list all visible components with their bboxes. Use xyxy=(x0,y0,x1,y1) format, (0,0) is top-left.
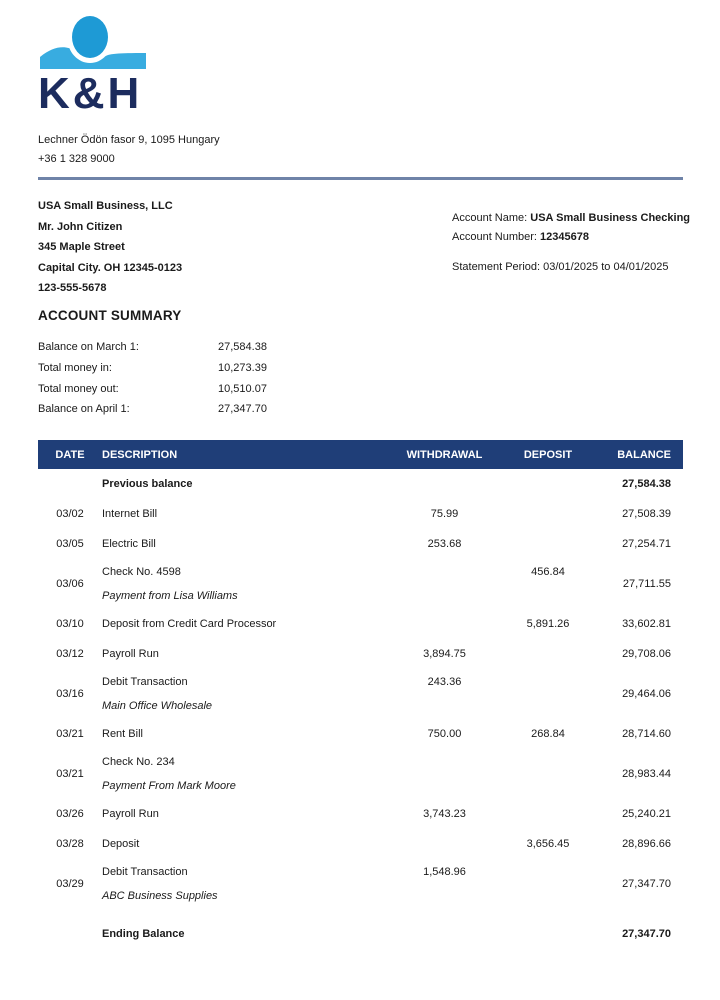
cell-date: 03/16 xyxy=(56,688,84,700)
cell-balance: 25,240.21 xyxy=(622,808,671,820)
header-description: DESCRIPTION xyxy=(102,448,178,461)
cell-date: 03/12 xyxy=(56,648,84,660)
bank-phone: +36 1 328 9000 xyxy=(38,153,115,165)
account-name-row xyxy=(452,209,690,228)
transaction-row xyxy=(38,749,683,799)
description-text: Payroll Run xyxy=(102,648,159,660)
cell-withdrawal: 243.36 xyxy=(427,676,462,688)
description-detail: Main Office Wholesale xyxy=(102,700,213,712)
cell-description xyxy=(102,538,390,550)
cell-date: 03/28 xyxy=(56,838,84,850)
transaction-row xyxy=(38,559,683,609)
transaction-row xyxy=(38,799,683,829)
customer-phone: 123-555-5678 xyxy=(38,282,107,294)
summary-value: 27,584.38 xyxy=(218,341,267,353)
cell-withdrawal: 750.00 xyxy=(427,728,462,740)
kh-bank-logo xyxy=(38,12,158,116)
cell-description xyxy=(102,728,390,740)
ending-balance-label: Ending Balance xyxy=(102,928,185,940)
previous-balance-value: 27,584.38 xyxy=(622,478,671,490)
cell-deposit: 268.84 xyxy=(531,728,565,740)
cell-balance: 28,714.60 xyxy=(622,728,671,740)
cell-withdrawal: 3,894.75 xyxy=(423,648,466,660)
account-number-label: Account Number: xyxy=(452,231,537,243)
description-text: Deposit xyxy=(102,838,140,850)
description-text: Debit Transaction xyxy=(102,676,188,688)
cell-date: 03/05 xyxy=(56,538,84,550)
cell-withdrawal: 1,548.96 xyxy=(423,866,466,878)
customer-name: Mr. John Citizen xyxy=(38,220,123,233)
cell-description xyxy=(102,670,390,718)
cell-description xyxy=(102,648,390,660)
cell-date: 03/02 xyxy=(56,508,84,520)
cell-deposit: 5,891.26 xyxy=(526,618,570,630)
transaction-row xyxy=(38,719,683,749)
customer-street: 345 Maple Street xyxy=(38,241,125,253)
cell-description xyxy=(102,560,390,608)
cell-description xyxy=(102,860,390,908)
header-balance: BALANCE xyxy=(617,448,671,461)
cell-balance: 27,711.55 xyxy=(622,578,671,590)
account-info-block xyxy=(452,209,690,277)
description-text: Debit Transaction xyxy=(102,866,188,878)
statement-period-label: Statement Period: xyxy=(452,261,541,273)
transactions-table xyxy=(38,440,683,949)
summary-label: Balance on March 1: xyxy=(38,341,139,353)
cell-date: 03/21 xyxy=(56,728,84,740)
description-text: Deposit from Credit Card Processor xyxy=(102,618,277,630)
cell-balance: 27,347.70 xyxy=(622,878,671,890)
summary-label: Total money out: xyxy=(38,382,119,395)
cell-date: 03/29 xyxy=(56,878,84,890)
description-detail: Payment From Mark Moore xyxy=(102,780,236,792)
previous-balance-row xyxy=(38,469,683,499)
description-text: Internet Bill xyxy=(102,508,158,520)
customer-company: USA Small Business, LLC xyxy=(38,200,173,212)
summary-row xyxy=(38,399,267,420)
account-number-value: 12345678 xyxy=(540,231,589,243)
header-date: DATE xyxy=(55,448,85,461)
description-detail: Payment from Lisa Williams xyxy=(102,590,238,602)
account-number-row xyxy=(452,228,690,247)
cell-date: 03/06 xyxy=(56,578,84,590)
cell-balance: 28,983.44 xyxy=(622,768,671,780)
description-detail: ABC Business Supplies xyxy=(102,890,218,902)
description-text: Payroll Run xyxy=(102,808,159,820)
cell-withdrawal: 253.68 xyxy=(427,538,462,550)
cell-date: 03/21 xyxy=(56,768,84,780)
cell-withdrawal: 75.99 xyxy=(430,508,459,520)
description-text: Check No. 4598 xyxy=(102,566,181,578)
transaction-rows xyxy=(38,499,683,909)
cell-balance: 27,254.71 xyxy=(622,538,671,550)
transaction-row xyxy=(38,529,683,559)
account-summary-title: ACCOUNT SUMMARY xyxy=(38,308,182,323)
customer-city: Capital City. OH 12345-0123 xyxy=(38,261,183,274)
cell-date: 03/26 xyxy=(56,808,84,820)
summary-row xyxy=(38,358,267,379)
header-withdrawal: WITHDRAWAL xyxy=(406,448,483,461)
transaction-row xyxy=(38,639,683,669)
bank-address-block xyxy=(38,131,220,169)
transaction-row xyxy=(38,829,683,859)
cell-description xyxy=(102,750,390,798)
statement-period-value: 03/01/2025 to 04/01/2025 xyxy=(543,261,669,273)
cell-deposit: 3,656.45 xyxy=(526,838,570,850)
account-summary-table xyxy=(38,337,267,420)
cell-balance: 29,708.06 xyxy=(622,648,671,660)
divider-line xyxy=(38,177,683,180)
transaction-row xyxy=(38,609,683,639)
description-text: Check No. 234 xyxy=(102,756,175,768)
ending-balance-value: 27,347.70 xyxy=(622,928,671,940)
bank-address-line: Lechner Ödön fasor 9, 1095 Hungary xyxy=(38,134,220,146)
cell-deposit: 456.84 xyxy=(531,566,565,578)
cell-balance: 28,896.66 xyxy=(622,838,671,850)
summary-value: 10,510.07 xyxy=(218,382,267,395)
cell-balance: 27,508.39 xyxy=(622,508,671,520)
cell-description xyxy=(102,838,390,850)
cell-balance: 33,602.81 xyxy=(622,618,671,630)
transaction-row xyxy=(38,499,683,529)
ending-balance-row xyxy=(38,919,683,949)
statement-period-row xyxy=(452,258,690,277)
transactions-table-header xyxy=(38,440,683,469)
cell-description xyxy=(102,508,390,520)
description-text: Electric Bill xyxy=(102,538,156,550)
account-name-label: Account Name: xyxy=(452,212,528,224)
cell-description xyxy=(102,808,390,820)
cell-withdrawal: 3,743.23 xyxy=(423,808,466,820)
description-text: Rent Bill xyxy=(102,728,143,740)
kh-logo-text: K&H xyxy=(38,69,143,118)
person-head-icon xyxy=(72,16,108,58)
cell-balance: 29,464.06 xyxy=(622,688,671,700)
header-deposit: DEPOSIT xyxy=(523,448,573,461)
previous-balance-label: Previous balance xyxy=(102,478,193,490)
cell-date: 03/10 xyxy=(56,618,84,630)
summary-value: 10,273.39 xyxy=(218,361,267,374)
account-name-value: USA Small Business Checking xyxy=(530,212,691,224)
summary-label: Total money in: xyxy=(38,361,112,374)
summary-label: Balance on April 1: xyxy=(38,403,130,416)
cell-description xyxy=(102,618,390,630)
summary-value: 27,347.70 xyxy=(218,403,267,416)
summary-row xyxy=(38,379,267,400)
summary-row xyxy=(38,337,267,358)
transaction-row xyxy=(38,669,683,719)
transaction-row xyxy=(38,859,683,909)
kh-logo-emblem xyxy=(38,12,148,70)
customer-address-block xyxy=(38,196,182,299)
